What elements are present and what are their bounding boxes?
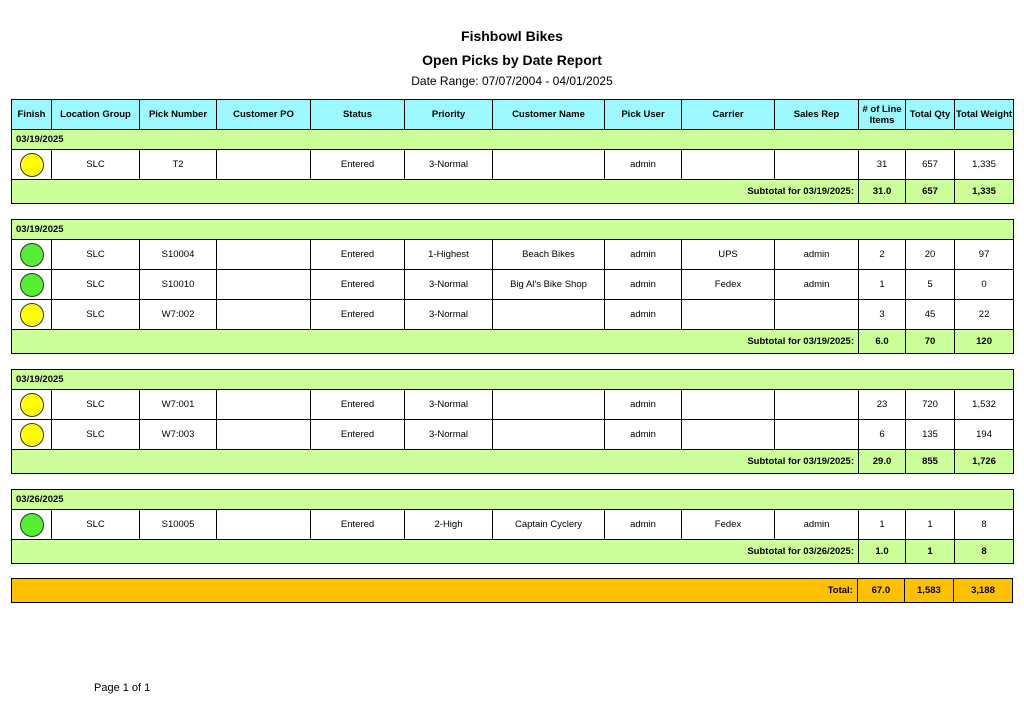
status-cell: Entered [311, 270, 405, 300]
pick-number-cell: W7:002 [140, 300, 217, 330]
priority-cell: 3-Normal [405, 420, 493, 450]
finish-cell [12, 240, 52, 270]
carrier-header: Carrier [682, 100, 775, 130]
pick-user-cell: admin [605, 390, 682, 420]
weight-cell: 194 [955, 420, 1014, 450]
line-items-cell: 31 [859, 150, 906, 180]
pick-date-group [11, 489, 1014, 564]
weight-cell: 97 [955, 240, 1014, 270]
total-label: Total: [12, 579, 858, 603]
location-cell: SLC [52, 420, 140, 450]
qty-cell: 1 [906, 510, 955, 540]
pick-number-header: Pick Number [140, 100, 217, 130]
customer-name-cell: Captain Cyclery [493, 510, 605, 540]
location-cell: SLC [52, 150, 140, 180]
finish-cell [12, 420, 52, 450]
table-row[interactable] [12, 270, 1014, 300]
priority-header: Priority [405, 100, 493, 130]
customer-po-header: Customer PO [217, 100, 311, 130]
line-items-cell: 2 [859, 240, 906, 270]
line-items-header: # of Line Items [859, 100, 906, 130]
report-title: Open Picks by Date Report [422, 52, 602, 68]
sales-rep-cell: admin [775, 510, 859, 540]
customer-po-cell [217, 420, 311, 450]
customer-po-cell [217, 510, 311, 540]
customer-po-cell [217, 300, 311, 330]
table-row[interactable] [12, 300, 1014, 330]
subtotal-weight: 120 [955, 330, 1014, 354]
yellow-status-dot-icon [20, 393, 44, 417]
carrier-cell [682, 150, 775, 180]
pick-number-cell: T2 [140, 150, 217, 180]
pick-user-cell: admin [605, 300, 682, 330]
subtotal-row [12, 540, 1014, 564]
yellow-status-dot-icon [20, 423, 44, 447]
subtotal-qty: 855 [906, 450, 955, 474]
customer-name-header: Customer Name [493, 100, 605, 130]
grand-total-row [12, 579, 1013, 603]
total-weight-header: Total Weight [955, 100, 1014, 130]
status-cell: Entered [311, 240, 405, 270]
group-date-row [12, 370, 1014, 390]
line-items-cell: 6 [859, 420, 906, 450]
subtotal-weight: 1,335 [955, 180, 1014, 204]
total-qty: 1,583 [904, 579, 953, 603]
table-row[interactable] [12, 510, 1014, 540]
table-row[interactable] [12, 240, 1014, 270]
sales-rep-cell: admin [775, 270, 859, 300]
pick-user-cell: admin [605, 420, 682, 450]
yellow-status-dot-icon [20, 153, 44, 177]
pick-user-cell: admin [605, 150, 682, 180]
subtotal-row [12, 330, 1014, 354]
priority-cell: 3-Normal [405, 150, 493, 180]
sales-rep-header: Sales Rep [775, 100, 859, 130]
qty-cell: 135 [906, 420, 955, 450]
table-row[interactable] [12, 420, 1014, 450]
finish-cell [12, 150, 52, 180]
location-group-header: Location Group [52, 100, 140, 130]
subtotal-label: Subtotal for 03/19/2025: [12, 450, 859, 474]
subtotal-line-items: 29.0 [859, 450, 906, 474]
group-date-row [12, 220, 1014, 240]
status-cell: Entered [311, 150, 405, 180]
pick-number-cell: W7:001 [140, 390, 217, 420]
sales-rep-cell [775, 150, 859, 180]
qty-cell: 45 [906, 300, 955, 330]
group-date: 03/19/2025 [12, 130, 1014, 150]
carrier-cell [682, 300, 775, 330]
status-cell: Entered [311, 300, 405, 330]
finish-cell [12, 270, 52, 300]
carrier-cell [682, 420, 775, 450]
subtotal-qty: 70 [906, 330, 955, 354]
pick-user-cell: admin [605, 240, 682, 270]
company-name: Fishbowl Bikes [461, 28, 563, 44]
location-cell: SLC [52, 300, 140, 330]
subtotal-label: Subtotal for 03/26/2025: [12, 540, 859, 564]
finish-header: Finish [12, 100, 52, 130]
total-qty-header: Total Qty [906, 100, 955, 130]
weight-cell: 1,335 [955, 150, 1014, 180]
qty-cell: 720 [906, 390, 955, 420]
status-cell: Entered [311, 420, 405, 450]
group-date: 03/19/2025 [12, 220, 1014, 240]
green-status-dot-icon [20, 243, 44, 267]
table-row[interactable] [12, 150, 1014, 180]
finish-cell [12, 300, 52, 330]
grand-total-table [11, 578, 1013, 603]
yellow-status-dot-icon [20, 303, 44, 327]
green-status-dot-icon [20, 273, 44, 297]
carrier-cell [682, 390, 775, 420]
subtotal-label: Subtotal for 03/19/2025: [12, 180, 859, 204]
weight-cell: 1,532 [955, 390, 1014, 420]
qty-cell: 657 [906, 150, 955, 180]
line-items-cell: 3 [859, 300, 906, 330]
customer-po-cell [217, 240, 311, 270]
line-items-cell: 1 [859, 510, 906, 540]
customer-po-cell [217, 390, 311, 420]
finish-cell [12, 510, 52, 540]
priority-cell: 3-Normal [405, 300, 493, 330]
customer-po-cell [217, 150, 311, 180]
subtotal-label: Subtotal for 03/19/2025: [12, 330, 859, 354]
status-cell: Entered [311, 510, 405, 540]
subtotal-row [12, 180, 1014, 204]
group-date-row [12, 490, 1014, 510]
pick-number-cell: S10004 [140, 240, 217, 270]
subtotal-line-items: 6.0 [859, 330, 906, 354]
customer-name-cell [493, 300, 605, 330]
pick-user-cell: admin [605, 270, 682, 300]
customer-name-cell [493, 150, 605, 180]
pick-number-cell: W7:003 [140, 420, 217, 450]
sales-rep-cell [775, 420, 859, 450]
priority-cell: 3-Normal [405, 270, 493, 300]
pick-user-cell: admin [605, 510, 682, 540]
customer-name-cell [493, 390, 605, 420]
status-header: Status [311, 100, 405, 130]
carrier-cell: UPS [682, 240, 775, 270]
location-cell: SLC [52, 240, 140, 270]
weight-cell: 8 [955, 510, 1014, 540]
subtotal-row [12, 450, 1014, 474]
priority-cell: 3-Normal [405, 390, 493, 420]
location-cell: SLC [52, 510, 140, 540]
pick-number-cell: S10010 [140, 270, 217, 300]
group-date: 03/26/2025 [12, 490, 1014, 510]
pick-number-cell: S10005 [140, 510, 217, 540]
carrier-cell: Fedex [682, 270, 775, 300]
customer-name-cell [493, 420, 605, 450]
weight-cell: 0 [955, 270, 1014, 300]
subtotal-qty: 657 [906, 180, 955, 204]
date-range: Date Range: 07/07/2004 - 04/01/2025 [411, 74, 613, 88]
pick-date-group [11, 369, 1014, 474]
total-weight: 3,188 [953, 579, 1012, 603]
subtotal-line-items: 31.0 [859, 180, 906, 204]
subtotal-qty: 1 [906, 540, 955, 564]
group-date-row [12, 130, 1014, 150]
group-date: 03/19/2025 [12, 370, 1014, 390]
priority-cell: 1-Highest [405, 240, 493, 270]
page-number: Page 1 of 1 [94, 682, 151, 694]
sales-rep-cell: admin [775, 240, 859, 270]
line-items-cell: 1 [859, 270, 906, 300]
priority-cell: 2-High [405, 510, 493, 540]
finish-cell [12, 390, 52, 420]
customer-po-cell [217, 270, 311, 300]
location-cell: SLC [52, 390, 140, 420]
carrier-cell: Fedex [682, 510, 775, 540]
subtotal-weight: 1,726 [955, 450, 1014, 474]
customer-name-cell: Beach Bikes [493, 240, 605, 270]
line-items-cell: 23 [859, 390, 906, 420]
status-cell: Entered [311, 390, 405, 420]
qty-cell: 5 [906, 270, 955, 300]
column-header-table [11, 99, 1014, 130]
subtotal-weight: 8 [955, 540, 1014, 564]
pick-date-group [11, 219, 1014, 354]
weight-cell: 22 [955, 300, 1014, 330]
subtotal-line-items: 1.0 [859, 540, 906, 564]
customer-name-cell: Big Al's Bike Shop [493, 270, 605, 300]
qty-cell: 20 [906, 240, 955, 270]
location-cell: SLC [52, 270, 140, 300]
table-row[interactable] [12, 390, 1014, 420]
sales-rep-cell [775, 390, 859, 420]
total-line-items: 67.0 [857, 579, 904, 603]
green-status-dot-icon [20, 513, 44, 537]
pick-user-header: Pick User [605, 100, 682, 130]
sales-rep-cell [775, 300, 859, 330]
pick-date-group [11, 129, 1014, 204]
